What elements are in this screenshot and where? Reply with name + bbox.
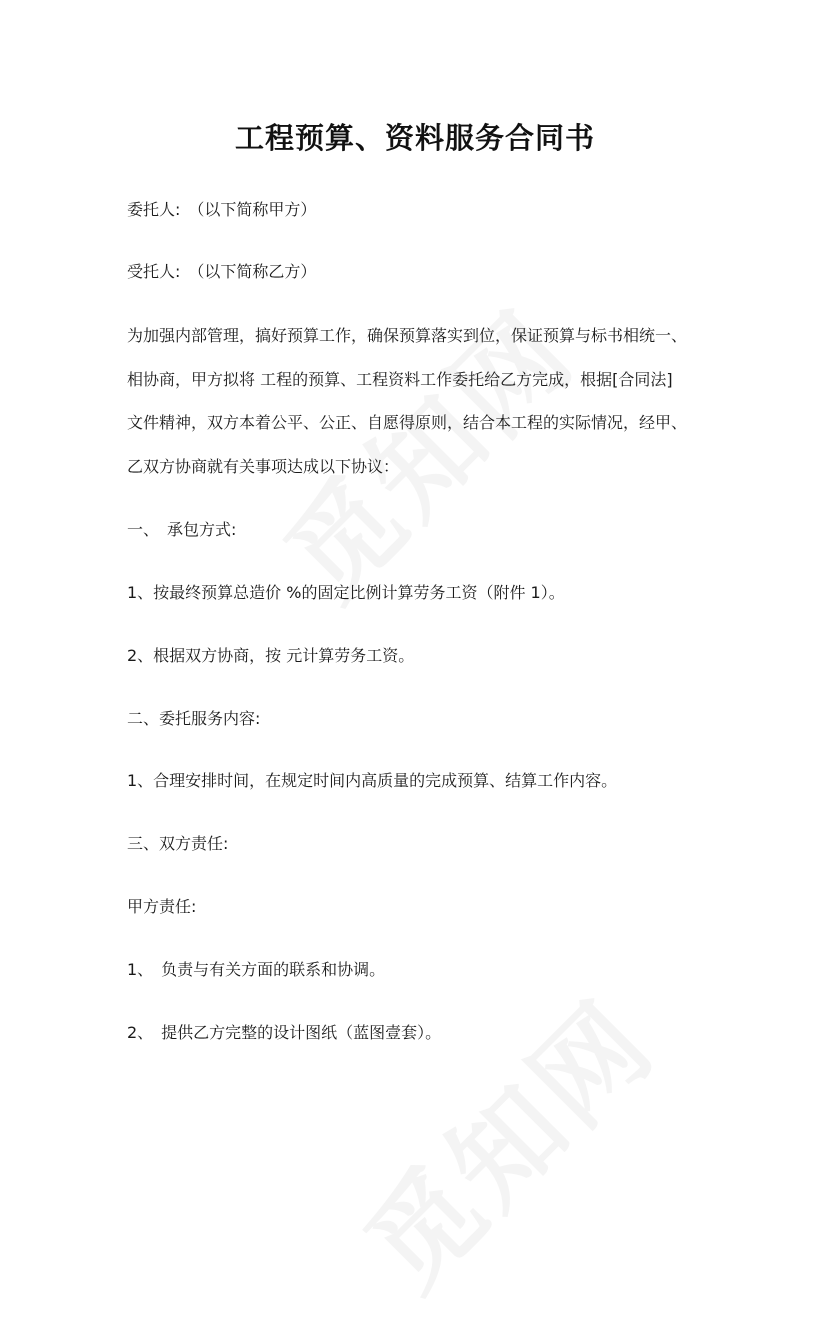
client-line: 委托人: （以下简称甲方） xyxy=(127,200,317,219)
section1-heading: 一、 承包方式: xyxy=(127,520,237,539)
section1-item-2: 2、根据双方协商，按 元计算劳务工资。 xyxy=(127,646,415,665)
section1-item-1: 1、按最终预算总造价 %的固定比例计算劳务工资（附件 1）。 xyxy=(127,583,565,602)
watermark xyxy=(245,270,603,628)
contractor-line: 受托人: （以下简称乙方） xyxy=(127,262,317,281)
section3-item-1: 1、 负责与有关方面的联系和协调。 xyxy=(127,960,386,979)
document-title: 工程预算、资料服务合同书 xyxy=(234,121,595,155)
party-a-heading: 甲方责任: xyxy=(127,897,197,916)
section2-heading: 二、委托服务内容: xyxy=(127,709,261,728)
section3-item-2: 2、 提供乙方完整的设计图纸（蓝图壹套）。 xyxy=(127,1023,442,1042)
section3-heading: 三、双方责任: xyxy=(127,834,229,853)
watermark xyxy=(325,960,683,1318)
intro-line-3: 文件精神，双方本着公平、公正、自愿得原则，结合本工程的实际情况，经甲、 xyxy=(127,413,688,432)
intro-line-4: 乙双方协商就有关事项达成以下协议： xyxy=(127,457,400,476)
intro-line-1: 为加强内部管理，搞好预算工作，确保预算落实到位，保证预算与标书相统一、 xyxy=(127,326,688,345)
section2-item-1: 1、合理安排时间，在规定时间内高质量的完成预算、结算工作内容。 xyxy=(127,771,618,790)
intro-line-2: 相协商，甲方拟将 工程的预算、工程资料工作委托给乙方完成，根据[合同法] xyxy=(127,370,673,389)
